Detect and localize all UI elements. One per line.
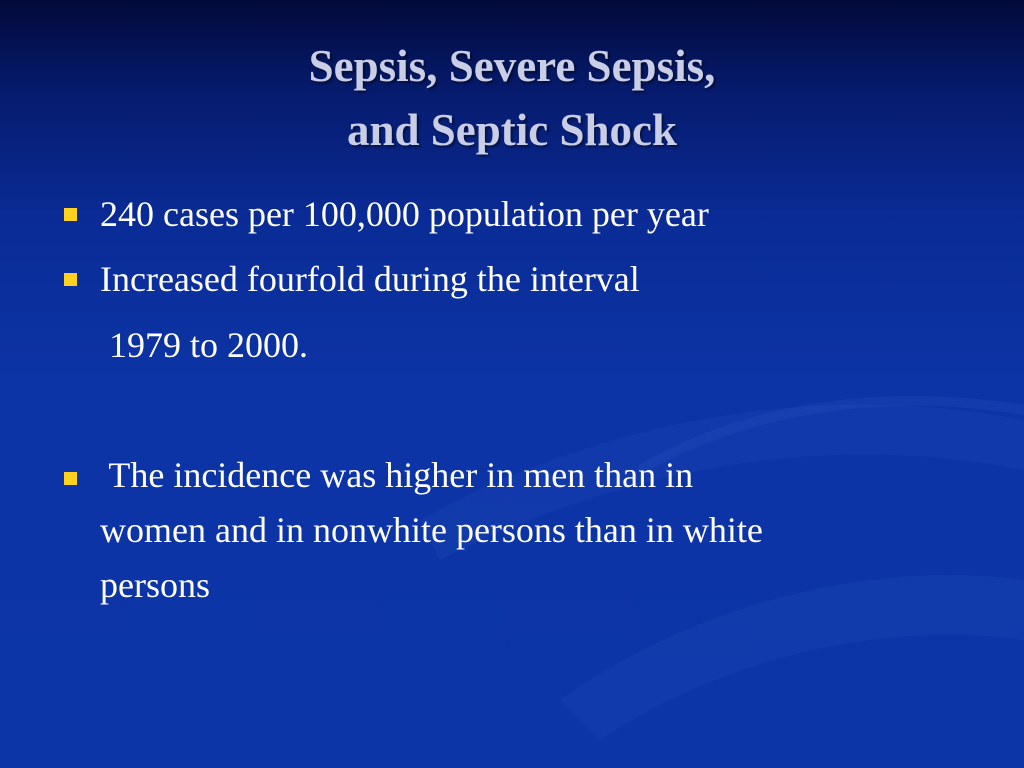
title-line-1: Sepsis, Severe Sepsis,	[308, 41, 716, 91]
title-line-2: and Septic Shock	[346, 105, 678, 155]
slide-title	[0, 34, 1024, 162]
bullet-text-continuation: women and in nonwhite persons than in white	[100, 510, 763, 550]
bullet-square-icon	[64, 208, 77, 221]
bullet-text-continuation: 1979 to 2000.	[100, 325, 309, 365]
bullet-text: 240 cases per 100,000 population per year	[100, 194, 709, 234]
bullet-square-icon	[64, 472, 77, 485]
bullet-text: The incidence was higher in men than in	[100, 455, 694, 495]
bullet-square-icon	[64, 273, 77, 286]
bullet-text: Increased fourfold during the interval	[100, 259, 640, 299]
bullet-text-continuation: persons	[100, 565, 210, 605]
